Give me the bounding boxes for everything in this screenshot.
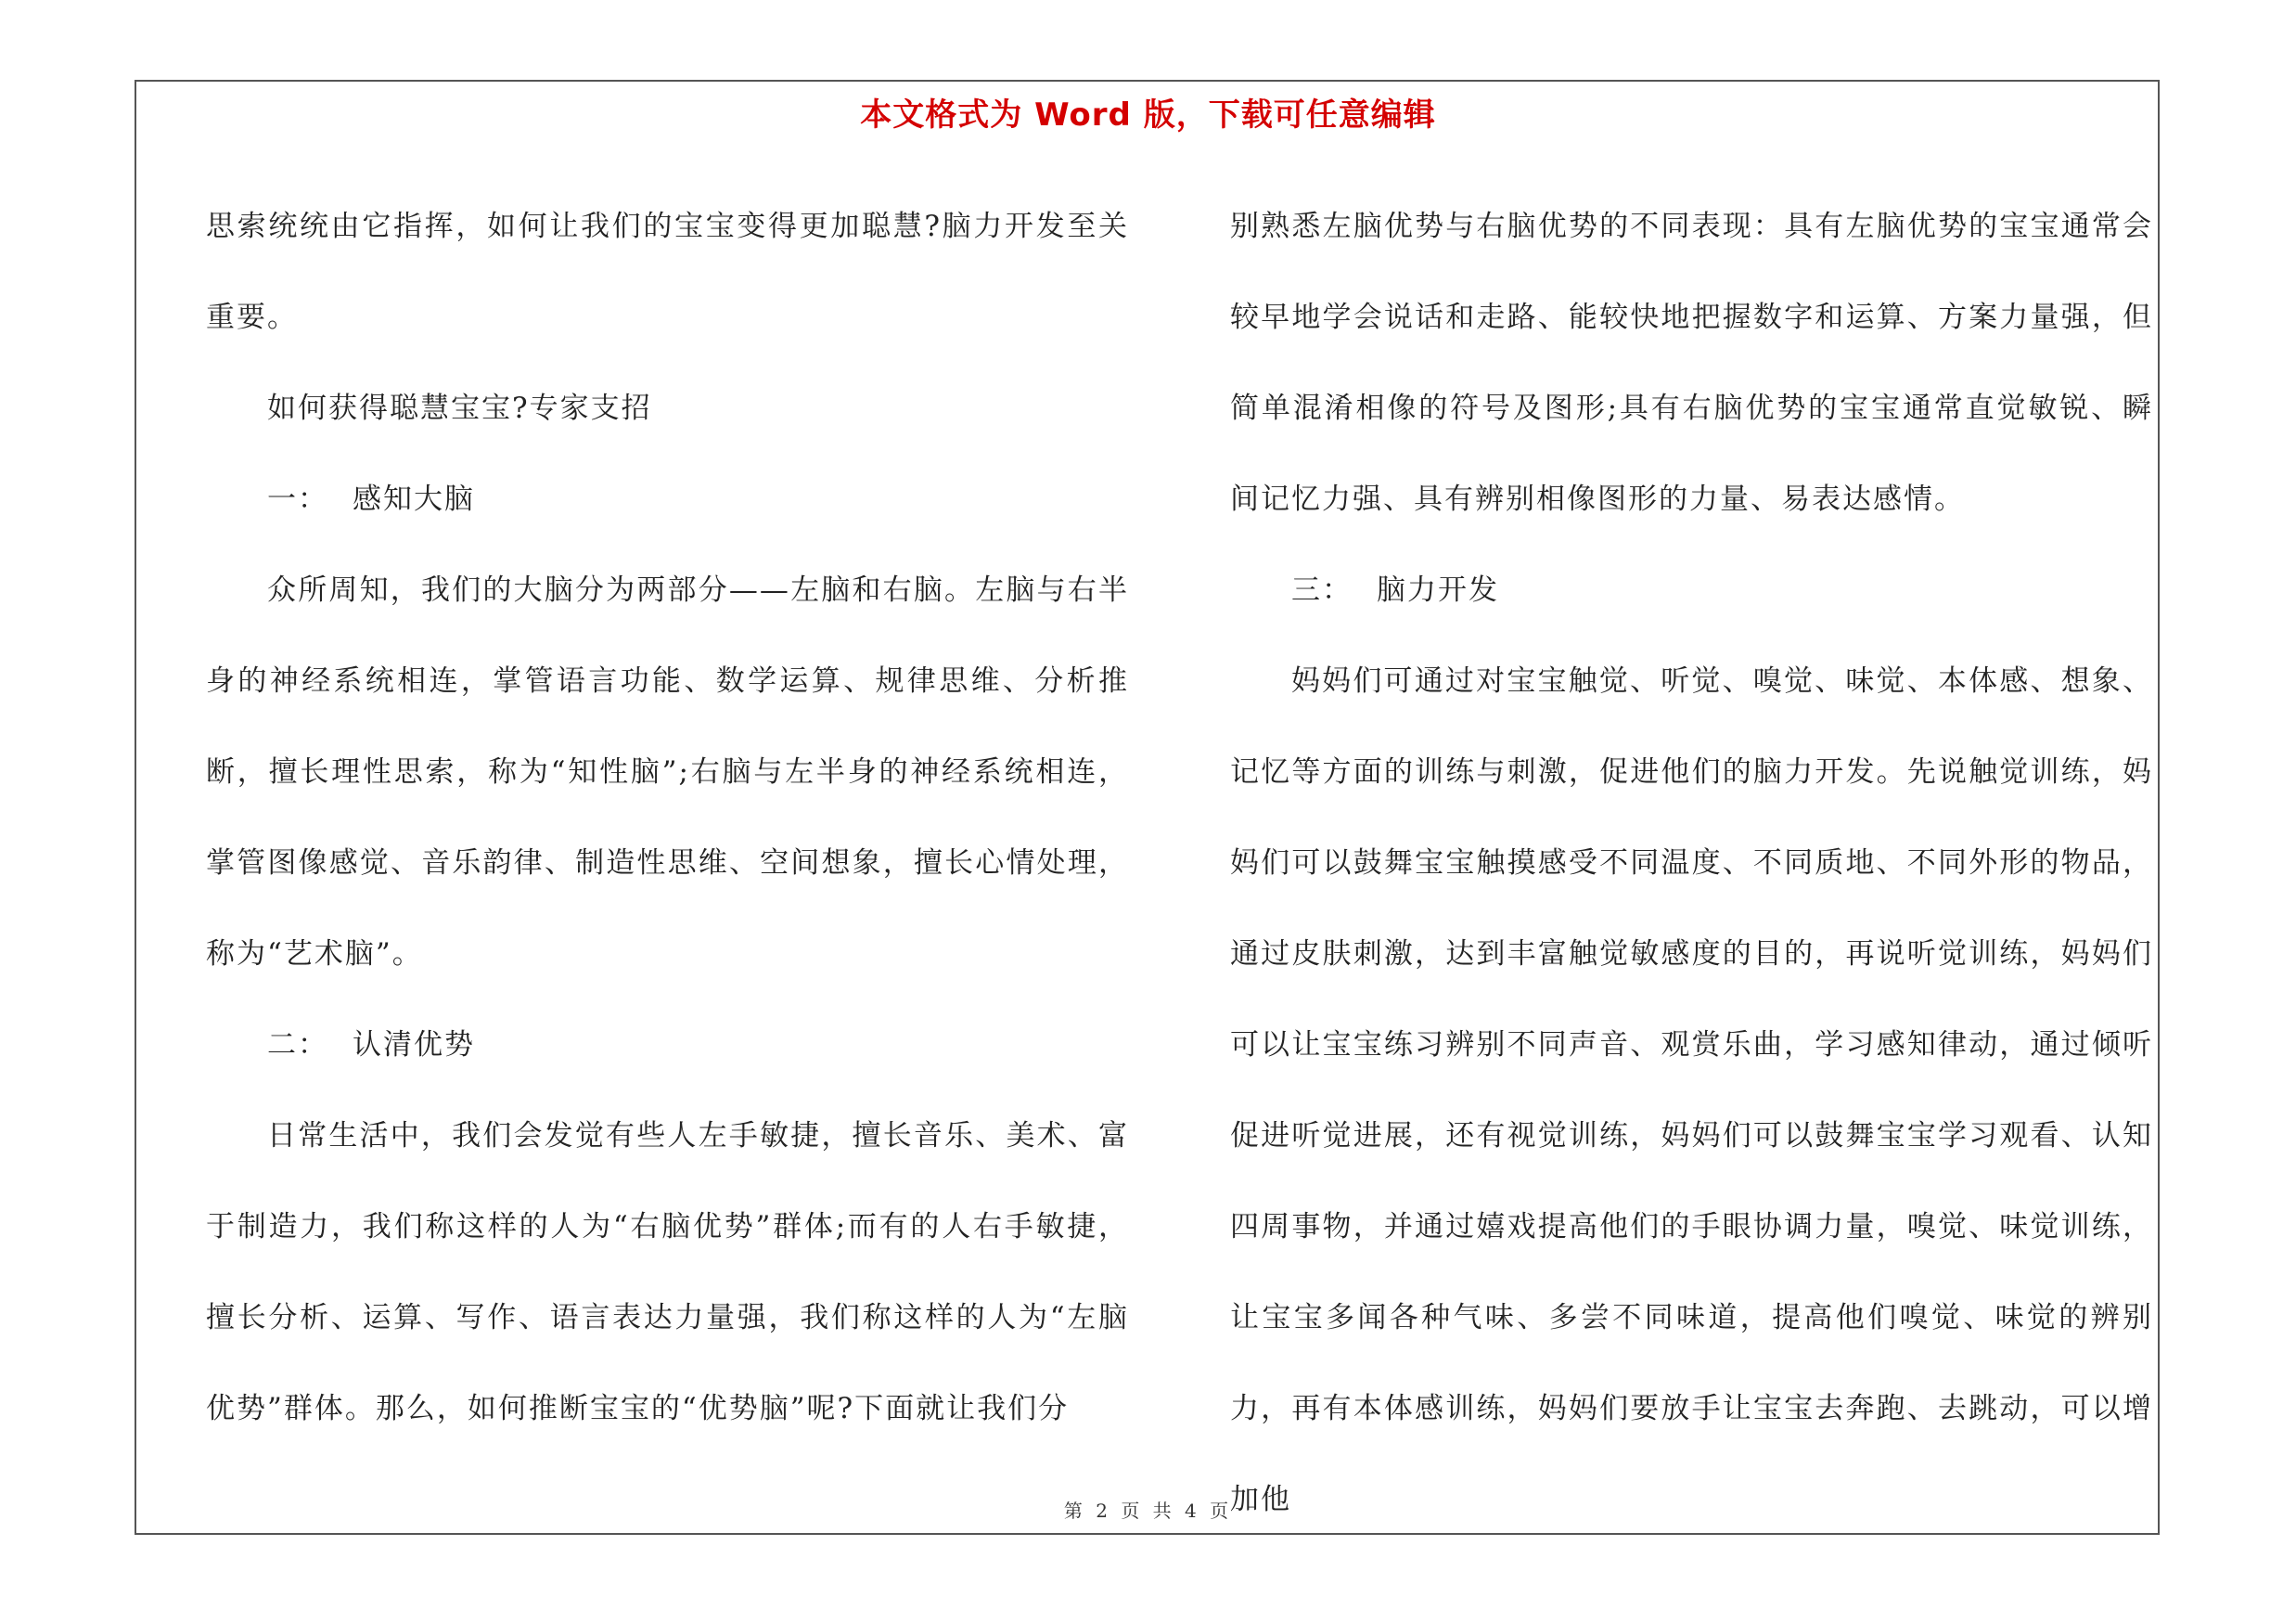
section-title: 感知大脑: [353, 483, 475, 516]
section-number: 一：: [267, 483, 328, 516]
section-number: 二：: [267, 1028, 328, 1062]
section-heading: [206, 454, 1129, 545]
paragraph: 众所周知，我们的大脑分为两部分——左脑和右脑。左脑与右半身的神经系统相连，掌管语言功能、数学运算、规律思维、分析推断，擅长理性思索，称为“知性脑”;右脑与左半身的神经系统相连，掌管图像感觉、音乐韵律、制造性思维、空间想象，擅长心情处理，称为“艺术脑”。: [206, 573, 1129, 971]
left-column: [206, 181, 1129, 1454]
page-number: 第 2 页 共 4 页: [1063, 1500, 1233, 1522]
right-column: [1230, 181, 2153, 1545]
paragraph: 如何获得聪慧宝宝?专家支招: [267, 392, 652, 425]
paragraph: 思索统统由它指挥，如何让我们的宝宝变得更加聪慧?脑力开发至关重要。: [206, 210, 1129, 334]
section-number: 三：: [1291, 573, 1353, 607]
paragraph: 妈妈们可通过对宝宝触觉、听觉、嗅觉、味觉、本体感、想象、记忆等方面的训练与刺激，促进他们的脑力开发。先说触觉训练，妈妈们可以鼓舞宝宝触摸感受不同温度、不同质地、不同外形的物品，通过皮肤刺激，达到丰富触觉敏感度的目的，再说听觉训练，妈妈们可以让宝宝练习辨别不同声音、观赏乐曲，学习感知律动，通过倾听促进听觉进展，还有视觉训练，妈妈们可以鼓舞宝宝学习观看、认知四周事物，并通过嬉戏提高他们的手眼协调力量，嗅觉、味觉训练，让宝宝多闻各种气味、多尝不同味道，提高他们嗅觉、味觉的辨别力，再有本体感训练，妈妈们要放手让宝宝去奔跑、去跳动，可以增加他: [1230, 664, 2153, 1516]
paragraph: 别熟悉左脑优势与右脑优势的不同表现：具有左脑优势的宝宝通常会较早地学会说话和走路、能较快地把握数字和运算、方案力量强，但简单混淆相像的符号及图形;具有右脑优势的宝宝通常直觉敏锐、瞬间记忆力强、具有辨别相像图形的力量、易表达感情。: [1230, 210, 2153, 516]
section-title: 脑力开发: [1377, 573, 1499, 607]
paragraph: 日常生活中，我们会发觉有些人左手敏捷，擅长音乐、美术、富于制造力，我们称这样的人为“右脑优势”群体;而有的人右手敏捷，擅长分析、运算、写作、语言表达力量强，我们称这样的人为“左脑优势”群体。那么，如何推断宝宝的“优势脑”呢?下面就让我们分: [206, 1119, 1129, 1425]
section-title: 认清优势: [353, 1028, 475, 1062]
section-heading: [206, 999, 1129, 1090]
format-banner: 本文格式为 Word 版，下载可任意编辑: [860, 97, 1436, 134]
section-heading: [1230, 545, 2153, 636]
